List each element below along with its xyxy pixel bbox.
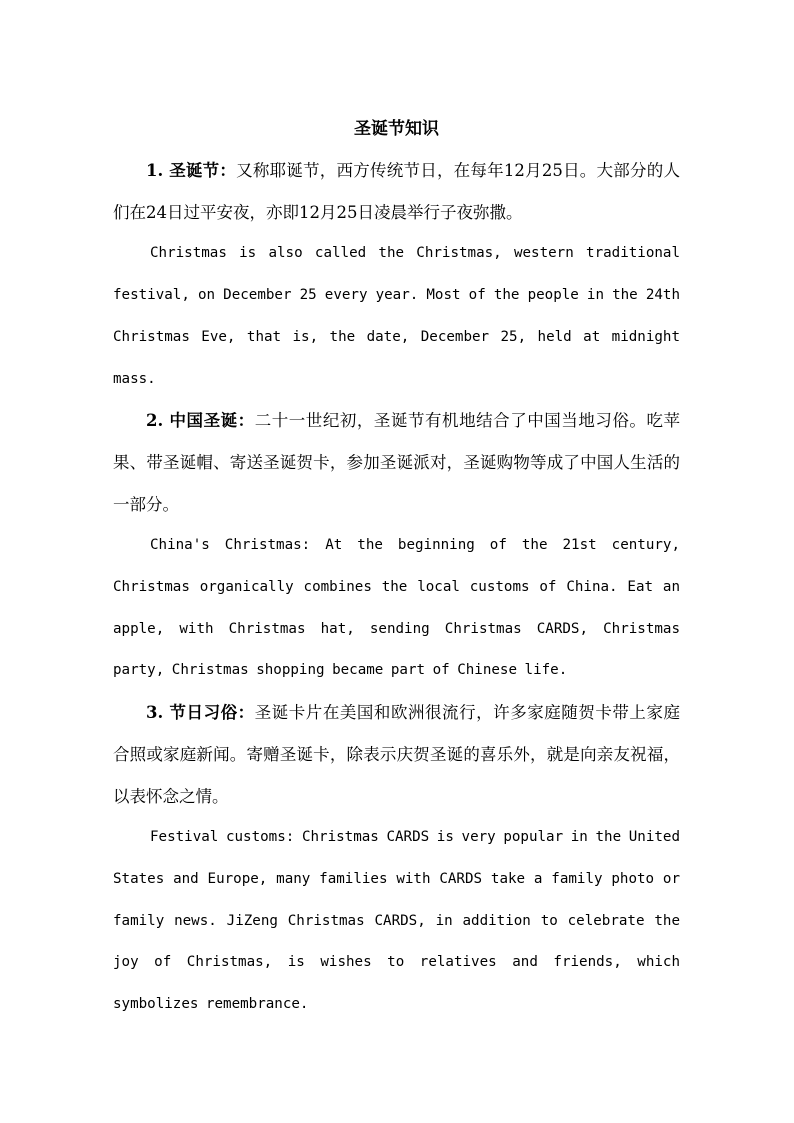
- section-3-heading: 3. 节日习俗：: [146, 703, 255, 723]
- section-2-english: China's Christmas: At the beginning of the 21st century, Christmas organically combines the local customs of China. Eat an apple, with Christmas hat, sending Christmas CARDS, Christmas party, Christmas shopping became part of Chinese life.: [113, 537, 680, 679]
- section-3-english: Festival customs: Christmas CARDS is very popular in the United States and Europe, many families with CARDS take a family photo or family news. JiZeng Christmas CARDS, in addition to celebrate the joy of Christmas, is wishes to relatives and friends, which symbolizes remembrance.: [113, 829, 680, 1013]
- section-3-chinese: [113, 692, 680, 817]
- section-2-chinese: [113, 400, 680, 525]
- section-1-chinese-text: 又称耶诞节，西方传统节日，在每年12月25日。大部分的人们在24日过平安夜，亦即12月25日凌晨举行子夜弥撒。: [113, 161, 680, 222]
- document-title: 圣诞节知识: [354, 119, 439, 139]
- section-3-chinese-text: 圣诞卡片在美国和欧洲很流行，许多家庭随贺卡带上家庭合照或家庭新闻。寄赠圣诞卡，除表示庆贺圣诞的喜乐外，就是向亲友祝福，以表怀念之情。: [113, 703, 681, 806]
- section-2-chinese-text: 二十一世纪初，圣诞节有机地结合了中国当地习俗。吃苹果、带圣诞帽、寄送圣诞贺卡，参加圣诞派对，圣诞购物等成了中国人生活的一部分。: [113, 411, 681, 514]
- section-1-chinese: [113, 150, 680, 233]
- section-2-heading: 2. 中国圣诞：: [146, 411, 255, 431]
- section-1-english: Christmas is also called the Christmas, western traditional festival, on December 25 every year. Most of the people in the 24th Christmas Eve, that is, the date, December 25, held at midnight mass.: [113, 245, 680, 387]
- section-1-heading: 1. 圣诞节：: [146, 161, 237, 180]
- document-page: [113, 108, 680, 1026]
